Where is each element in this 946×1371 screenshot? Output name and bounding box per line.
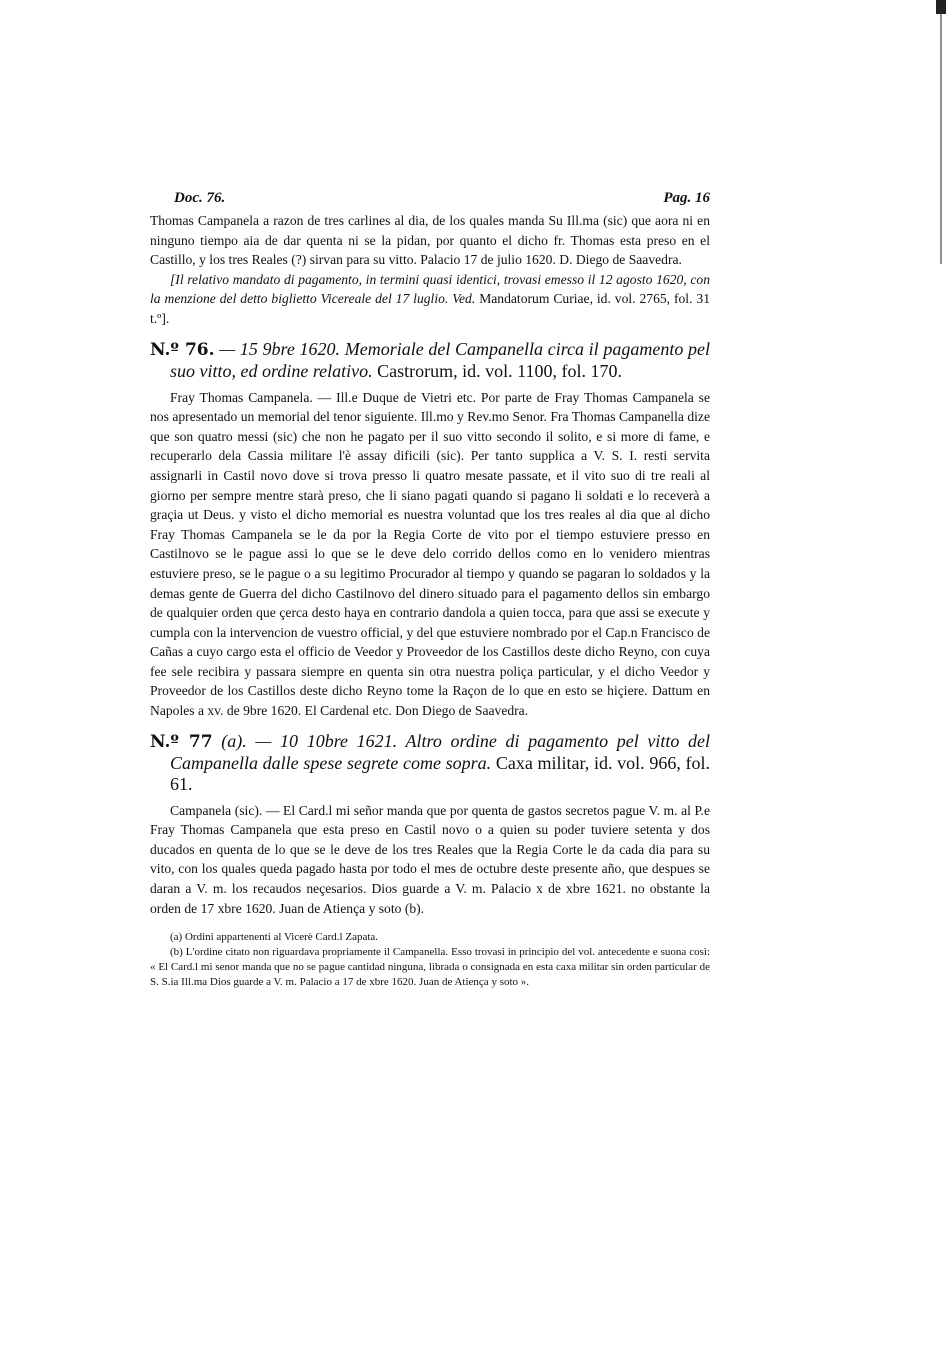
page-label: Pag. 16 [663, 190, 710, 206]
doc77-number: N.º 77 [150, 731, 213, 752]
doc76-source: Castrorum, id. vol. 1100, fol. 170. [377, 360, 622, 381]
doc-label: Doc. 76. [174, 190, 226, 206]
footnote-a: (a) Ordini appartenenti al Vicerè Card.l Zapata. [170, 931, 379, 944]
continuation-paragraph: Thomas Campanela a razon de tres carlines al dia, de los quales manda Su Ill.ma (sic) que aora ni en ninguno tiempo aia de dar quenta ni se la pidan, por quanto el dicho fr. Thomas esta preso en el Castillo, y los tres Reales (?) sirvan para su vitto. Palacio 17 de julio 1620. D. Diego de Saavedra. [150, 213, 710, 268]
editor-note-source: Mandatorum Curiae, id. vol. 2765, fol. 31 t.º]. [150, 291, 711, 326]
editor-note [150, 270, 710, 329]
doc76-body: Fray Thomas Campanela. — Ill.e Duque de Vietri etc. Por parte de Fray Thomas Campanela se nos apresentado un memorial del tenor siguiente. Ill.mo y Rev.mo Senor. Fra Thomas Campanella dize que son quatro messi (sic) che non he pagato per il suo vitto secondo il solito, e si more di fame, e recuperarlo dela Cassia militare l'è assay dificili (sic). Per tanto supplica a V. S. I. resti servita assignarli in Castil novo dove si trova presso li quatro mesate passate, et il vito suo di tre reali al giorno per sempre mentre starà preso, che li siano pagati quando si pagano li soldati e lo receverà a graçia ut Deus. y visto el dicho memorial es nuestra voluntad que los tres reales al dia que al dicho Fray Thomas Campanela se le da por la Regia Corte de vito por el tiempo estuviere presso en Castilnovo se le pague assi lo que se le deve delo corrido dellos como en lo venidero mientras estuviere preso, se le pague o a su legitimo Procurador al tiempo y quando se pagaran lo soldados y la demas gente de Guerra del dicho Castilnovo del dinero situado para el pagamento dellos sin embargo de qualquier orden que çerca desto haya en contrario dandola a quien tocca, para que assi se execute y cumpla con la intervencion de vuestro official, y del que estuviere nombrado por el Cap.n Francisco de Cañas a cuyo cargo esta el officio de Veedor y Proveedor de los Castillos deste dicho Reyno, con cuya fee sele recibira y passara siempre en quenta sin otra nuestra poliça particular, y el dicho Veedor y Proveedor de los Castillos deste dicho Reyno tome la Raçon de lo que en esto se hiçiere. Dattum en Napoles a xv. de 9bre 1620. El Cardenal etc. Don Diego de Saavedra. [150, 389, 710, 719]
doc77-body: Campanela (sic). — El Card.l mi señor manda que por quenta de gastos secretos pague V. m. al P.e Fray Thomas Campanela que esta preso en Castil novo o a quien su poder tuviere setenta y dos ducados en quenta de lo que se le deve de los tres Reales que la Regia Corte le da cada dia para su vito, con los quales queda pagado hasta por todo el mes de octubre deste presente año, que despues se daran a V. m. los recaudos neçesarios. Dios guarde a V. m. Palacio x de xbre 1621. no obstante la orden de 17 xbre 1620. Juan de Atiença y soto (b). [150, 802, 710, 916]
editor-note-italic: [Il relativo mandato di pagamento, in termini quasi identici, trovasi emesso il 12 agosto 1620, con la menzione del detto biglietto Vicereale del 17 luglio. Ved. [150, 271, 710, 307]
footnotes [150, 930, 710, 990]
doc76-heading [150, 339, 710, 382]
scan-edge-mark [936, 0, 946, 14]
running-head [174, 190, 710, 207]
doc76-number: N.º 76. [150, 339, 215, 360]
doc76-title: — 15 9bre 1620. Memoriale del Campanella circa il pagamento pel suo vitto, ed ordine relativo. [170, 338, 711, 381]
footnote-b: (b) L'ordine citato non riguardava propriamente il Campanella. Esso trovasi in principio del vol. antecedente e suona così: « El Card.l mi senor manda que no se pague cantidad ninguna, librada o consignada en esta caxa militar sin orden particular de S. S.ia Ill.ma Dios guarde a V. m. Palacio a 17 de xbre 1620. Juan de Atiença y soto ». [150, 946, 710, 989]
doc77-note-ref: (a). [221, 730, 247, 751]
doc77-heading [150, 731, 710, 795]
scan-edge-line [940, 14, 942, 264]
doc77-source: Caxa militar, id. vol. 966, fol. 61. [170, 752, 711, 794]
document-page [150, 190, 710, 990]
doc77-title: — 10 10bre 1621. Altro ordine di pagamento pel vitto del Campanella dalle spese segrete come sopra. [170, 730, 711, 773]
